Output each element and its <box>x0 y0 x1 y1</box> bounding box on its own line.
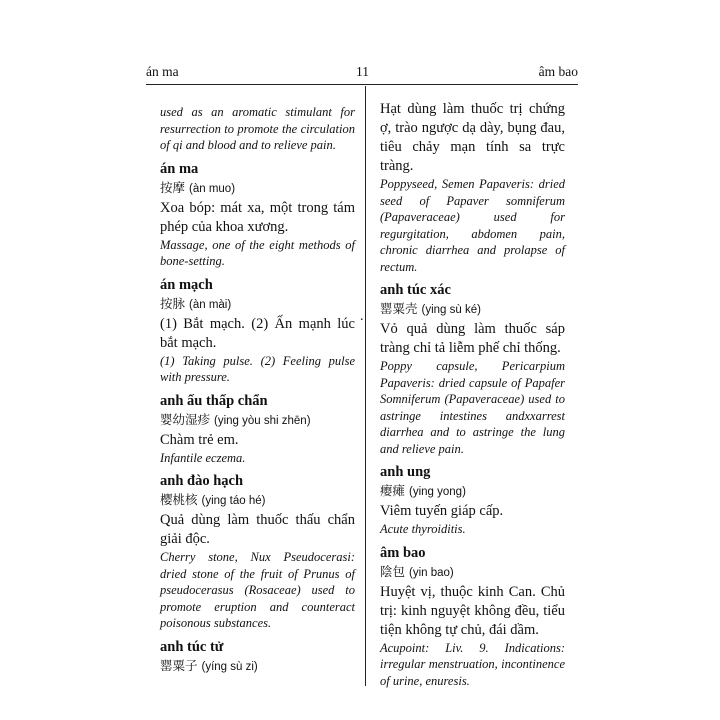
headword: anh túc tử <box>160 638 224 655</box>
pinyin: (ying táo hé) <box>201 495 266 507</box>
chinese-term <box>160 656 355 677</box>
definition-en: Cherry stone, Nux Pseudocerasi: dried stone of the fruit of Prunus of pseudocerasus (Rosaceae) used to promote eruption and counteract poisonous substances. <box>160 550 355 630</box>
headword: án mạch <box>160 276 213 293</box>
pinyin: (yin bao) <box>409 566 454 579</box>
definition-en: Infantile eczema. <box>160 450 246 465</box>
header-rule <box>146 84 578 85</box>
pinyin: (ying yòu shi zhēn) <box>214 414 311 427</box>
chinese-term <box>160 410 355 431</box>
headword: anh ấu thấp chẩn <box>160 392 268 409</box>
chinese-term <box>380 481 565 502</box>
definition-vi: Quả dùng làm thuốc thấu chẩn giải độc. <box>160 512 355 547</box>
continued-definition-vi: Hạt dùng làm thuốc trị chứng ợ, trào ngược dạ dày, bụng đau, tiêu chảy mạn tính sa trực tràng. <box>380 101 565 174</box>
definition-en: Acupoint: Liv. 9. Indications: irregular menstruation, incontinence of urine, enuresis. <box>380 640 565 688</box>
chinese-term <box>380 562 565 583</box>
definition-en: Acute thyroiditis. <box>380 522 466 536</box>
hanzi: 罂粟子 <box>160 657 198 673</box>
continued-definition-en: used as an aromatic stimulant for resurrection to promote the circulation of qi and blood and to relieve pain. <box>160 105 355 152</box>
column-divider <box>365 86 366 686</box>
chinese-term <box>160 490 355 511</box>
definition-vi: Chàm trẻ em. <box>160 431 239 448</box>
headword: anh ung <box>380 464 431 480</box>
hanzi: 瘿瘫 <box>380 483 406 498</box>
definition-vi: Viêm tuyến giáp cấp. <box>380 503 504 519</box>
margin-dot: . <box>360 309 364 324</box>
definition-en: Poppy capsule, Pericarpium Papaveris: dried capsule of Papafer Somniferum (Papaveraceae) used to astringe intestines andxxarrest diarrhea and to astringe the lung and relieve pain. <box>380 359 565 456</box>
chinese-term <box>380 299 565 320</box>
hanzi: 樱桃核 <box>160 492 198 507</box>
page-number: 11 <box>356 64 369 79</box>
hanzi: 婴幼湿疹 <box>160 411 211 427</box>
definition-vi: (1) Bắt mạch. (2) Ấn mạnh lúc bắt mạch. <box>160 315 355 351</box>
definition-vi: Vỏ quả dùng làm thuốc sáp tràng chỉ tả liễm phế chỉ thống. <box>380 321 565 356</box>
hanzi: 按摩 <box>160 179 186 195</box>
definition-en: Massage, one of the eight methods of bone-setting. <box>160 237 355 268</box>
right-column <box>380 100 565 689</box>
hanzi: 陰包 <box>380 563 406 579</box>
pinyin: (àn muo) <box>189 182 236 195</box>
definition-vi: Huyệt vị, thuộc kinh Can. Chủ trị: kinh nguyệt không đều, tiểu tiện không tự chủ, đái dầm. <box>380 583 565 638</box>
continued-definition-en: Poppyseed, Semen Papaveris: dried seed of Papaver somniferum (Papaveraceae) used for regurgitation, abdomen pain, chronic diarrhea and prolapse of rectum. <box>380 177 565 274</box>
hanzi: 罂粟壳 <box>380 301 418 316</box>
pinyin: (àn mài) <box>189 298 232 311</box>
chinese-term <box>160 294 355 315</box>
pinyin: (ying sù ké) <box>421 304 481 316</box>
definition-en: (1) Taking pulse. (2) Feeling pulse with pressure. <box>160 353 355 384</box>
pinyin: (ying yong) <box>409 486 466 498</box>
header-left-guideword: án ma <box>146 64 179 79</box>
headword: anh đào hạch <box>160 473 244 489</box>
headword: anh túc xác <box>380 282 451 298</box>
headword: án ma <box>160 160 199 177</box>
pinyin: (yíng sù zi) <box>201 660 258 673</box>
hanzi: 按脉 <box>160 295 186 311</box>
page-header <box>146 62 578 84</box>
chinese-term <box>160 178 355 199</box>
left-column <box>160 100 355 677</box>
headword: âm bao <box>380 544 426 561</box>
definition-vi: Xoa bóp: mát xa, một trong tám phép của khoa xương. <box>160 199 355 235</box>
header-right-guideword: âm bao <box>538 64 578 79</box>
